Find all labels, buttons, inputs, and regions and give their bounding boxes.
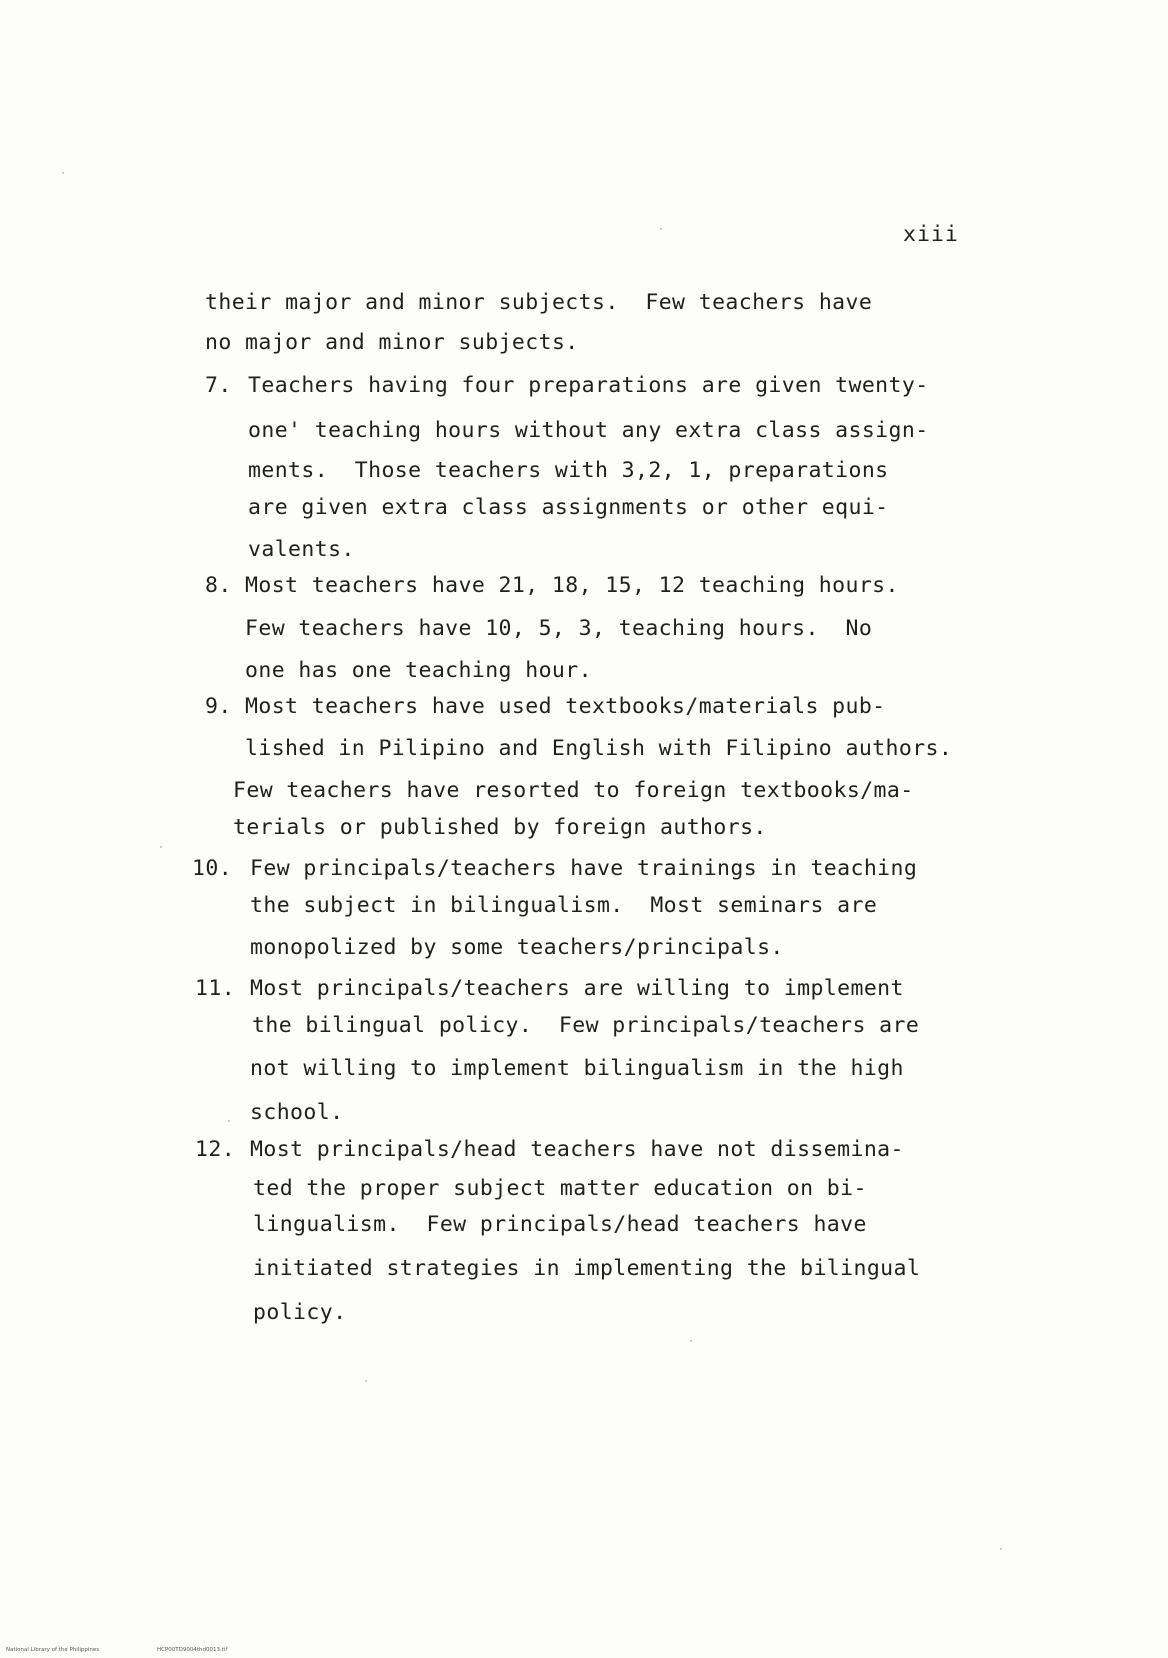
item-12-line-5: policy. <box>253 1300 347 1325</box>
scan-speck <box>160 846 162 848</box>
item-10-line-3: monopolized by some teachers/principals. <box>250 935 784 960</box>
item-9-number: 9. <box>205 694 232 719</box>
item-12-line-3: lingualism. Few principals/head teachers have <box>253 1212 867 1237</box>
item-9-line-2: lished in Pilipino and English with Filipino authors. <box>245 736 953 761</box>
item-7-line-4: are given extra class assignments or other equi- <box>248 495 889 520</box>
item-8-number: 8. <box>205 573 232 598</box>
item-7-line-5: valents. <box>248 537 355 562</box>
scan-speck <box>228 1120 230 1122</box>
item-11-number: 11. <box>195 976 236 1001</box>
footer-file: HCP00TD9004thd0013.tif <box>157 1647 228 1653</box>
item-9-line-3: Few teachers have resorted to foreign textbooks/ma- <box>233 778 914 803</box>
item-12-line-4: initiated strategies in implementing the bilingual <box>253 1256 921 1281</box>
item-7-number: 7. <box>205 373 232 398</box>
item-7-line-1: Teachers having four preparations are given twenty- <box>248 373 929 398</box>
item-8-line-1: Most teachers have 21, 18, 15, 12 teaching hours. <box>245 573 899 598</box>
item-12-number: 12. <box>195 1137 236 1162</box>
item-8-line-3: one has one teaching hour. <box>245 658 592 683</box>
continuation-line-2: no major and minor subjects. <box>205 330 579 355</box>
item-12-line-1: Most principals/head teachers have not dissemina- <box>250 1137 904 1162</box>
item-11-line-1: Most principals/teachers are willing to implement <box>250 976 904 1001</box>
item-7-line-2: one' teaching hours without any extra class assign- <box>248 418 929 443</box>
item-10-line-2: the subject in bilingualism. Most seminars are <box>250 893 878 918</box>
footer-library: National Library of the Philippines <box>6 1647 100 1653</box>
item-9-line-4: terials or published by foreign authors. <box>233 815 767 840</box>
item-9-line-1: Most teachers have used textbooks/materials pub- <box>245 694 886 719</box>
item-8-line-2: Few teachers have 10, 5, 3, teaching hours. No <box>245 616 873 641</box>
scan-speck <box>62 172 64 174</box>
item-11-line-2: the bilingual policy. Few principals/teachers are <box>252 1013 920 1038</box>
item-7-line-3: ments. Those teachers with 3,2, 1, preparations <box>248 458 889 483</box>
item-10-number: 10. <box>192 856 233 881</box>
scan-speck <box>660 228 662 230</box>
scan-speck <box>690 1340 692 1342</box>
page-number: xiii <box>903 222 959 247</box>
item-11-line-3: not willing to implement bilingualism in the high <box>250 1056 904 1081</box>
scan-speck <box>365 1380 367 1382</box>
item-12-line-2: ted the proper subject matter education on bi- <box>253 1176 867 1201</box>
item-11-line-4: school. <box>250 1100 344 1125</box>
continuation-line-1: their major and minor subjects. Few teachers have <box>205 290 873 315</box>
scan-speck <box>1000 1548 1002 1550</box>
item-10-line-1: Few principals/teachers have trainings in teaching <box>250 856 918 881</box>
